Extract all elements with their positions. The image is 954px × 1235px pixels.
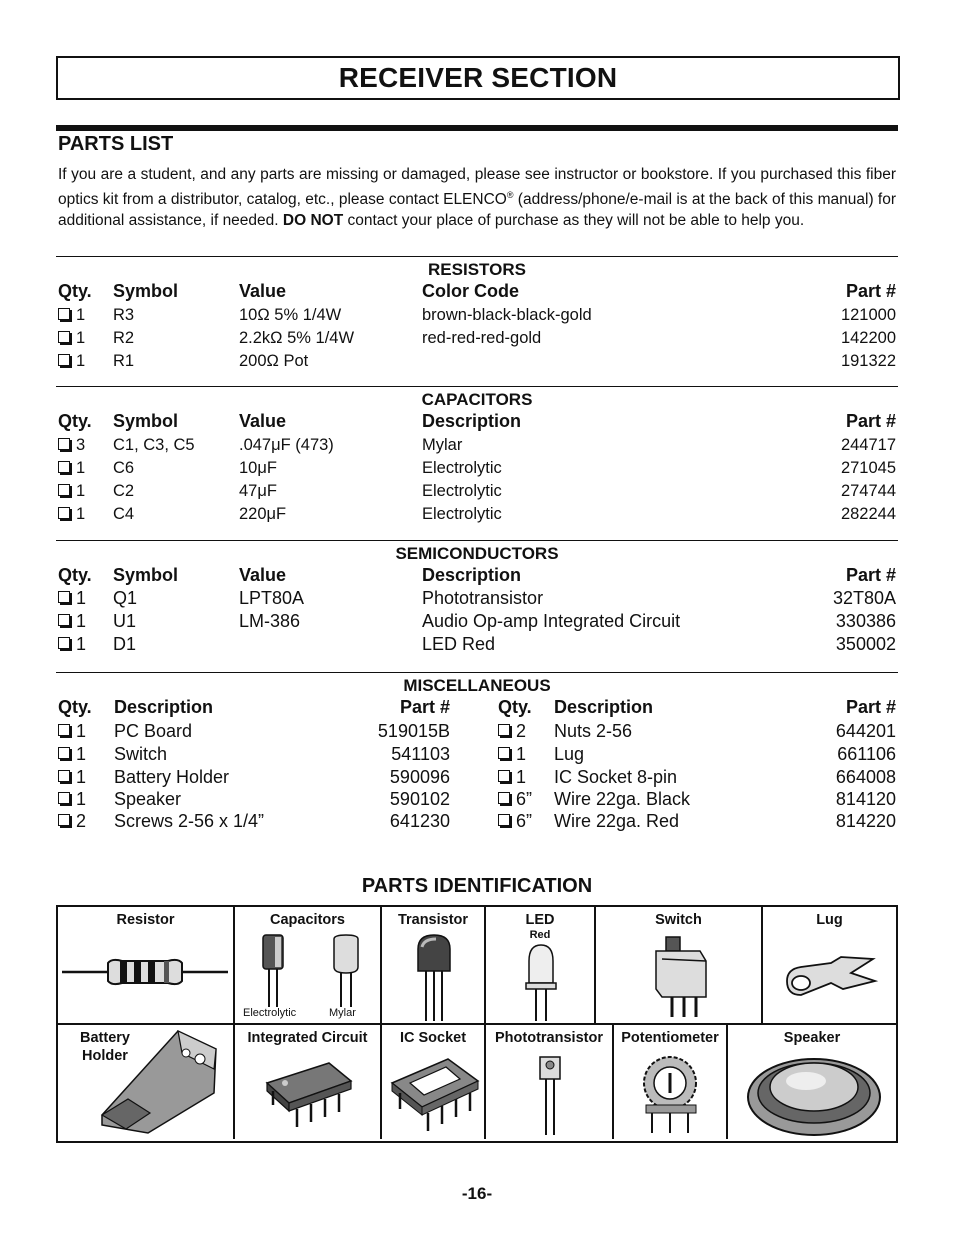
checkbox[interactable] bbox=[58, 484, 70, 496]
col-qty: Qty. bbox=[58, 281, 92, 301]
qty: 1 bbox=[76, 352, 86, 370]
intro-text-1: If you are a student, and any parts are missing or damaged, please see instructor or bookstore. If you purchased this fiber optics kit from a distributor, catalog, etc., please contact ELENCO bbox=[58, 166, 896, 209]
part-number: 350002 bbox=[835, 634, 896, 654]
description: LED Red bbox=[422, 634, 496, 654]
checkbox[interactable] bbox=[58, 814, 70, 826]
part-number: 271045 bbox=[840, 459, 896, 477]
intro-bold: DO NOT bbox=[282, 212, 344, 230]
parts-identification-heading: PARTS IDENTIFICATION bbox=[361, 875, 593, 897]
potentiometer-cell bbox=[614, 1025, 728, 1139]
page-number: -16- bbox=[461, 1184, 493, 1203]
checkbox[interactable] bbox=[58, 507, 70, 519]
col-color-code: Color Code bbox=[422, 281, 519, 301]
col-qty: Qty. bbox=[498, 697, 532, 717]
battery-holder-icon bbox=[98, 1029, 230, 1135]
col-description: Description bbox=[422, 411, 522, 431]
resistor-icon bbox=[62, 957, 228, 987]
intro-text-2: (address/phone/e-mail is at the back of this manual) for additional assistance, if needed. bbox=[58, 191, 897, 230]
checkbox[interactable] bbox=[58, 724, 70, 736]
description: Battery Holder bbox=[114, 767, 230, 787]
description: Nuts 2-56 bbox=[554, 721, 633, 741]
checkbox[interactable] bbox=[58, 331, 70, 343]
symbol: R1 bbox=[113, 352, 135, 370]
led-cell bbox=[486, 907, 596, 1025]
misc-title: MISCELLANEOUS bbox=[403, 676, 551, 695]
lug-cell bbox=[763, 907, 896, 1025]
col-part: Part # bbox=[845, 565, 896, 585]
checkbox[interactable] bbox=[498, 814, 510, 826]
value: 220μF bbox=[239, 505, 287, 523]
ic-socket-cell bbox=[382, 1025, 486, 1139]
qty: 1 bbox=[76, 611, 87, 631]
qty: 1 bbox=[76, 744, 87, 764]
qty-cell bbox=[58, 329, 85, 348]
lug-icon bbox=[781, 951, 881, 1007]
table-row bbox=[56, 459, 898, 481]
part-number: 644201 bbox=[835, 721, 896, 741]
capacitors-header-row bbox=[56, 411, 898, 433]
parts-list-intro bbox=[58, 164, 896, 231]
col-symbol: Symbol bbox=[113, 411, 179, 431]
integrated-circuit-label: Integrated Circuit bbox=[247, 1030, 368, 1046]
description: Electrolytic bbox=[422, 459, 502, 477]
qty: 1 bbox=[76, 459, 86, 477]
integrated-circuit-icon bbox=[263, 1059, 355, 1131]
part-number: 641230 bbox=[389, 811, 450, 831]
intro-text-3: contact your place of purchase as they will not be able to help you. bbox=[343, 212, 805, 230]
table-row bbox=[56, 505, 898, 527]
qty: 1 bbox=[76, 505, 86, 523]
part-number: 664008 bbox=[835, 767, 896, 787]
col-part: Part # bbox=[845, 697, 896, 717]
integrated-circuit-cell bbox=[235, 1025, 382, 1139]
table-row bbox=[56, 436, 898, 458]
symbol: D1 bbox=[113, 634, 137, 654]
part-number: 121000 bbox=[840, 306, 896, 324]
qty: 1 bbox=[76, 767, 87, 787]
part-number: 661106 bbox=[837, 744, 896, 764]
lug-label: Lug bbox=[816, 912, 843, 928]
electrolytic-label: Electrolytic bbox=[243, 1007, 297, 1019]
checkbox[interactable] bbox=[58, 792, 70, 804]
description: Mylar bbox=[422, 436, 463, 454]
col-symbol: Symbol bbox=[113, 281, 179, 301]
qty-cell bbox=[58, 482, 85, 501]
misc-section bbox=[56, 672, 898, 843]
description: Switch bbox=[114, 744, 168, 764]
part-number: 244717 bbox=[840, 436, 896, 454]
qty: 1 bbox=[516, 744, 527, 764]
qty-cell bbox=[58, 744, 86, 765]
checkbox[interactable] bbox=[498, 792, 510, 804]
symbol: R3 bbox=[113, 306, 135, 324]
table-row bbox=[56, 811, 898, 833]
resistors-section bbox=[56, 256, 898, 385]
resistor-label: Resistor bbox=[116, 912, 175, 928]
qty: 1 bbox=[76, 721, 87, 741]
table-row bbox=[56, 789, 898, 811]
qty-cell bbox=[58, 767, 86, 788]
value: 10μF bbox=[239, 459, 277, 477]
col-description: Description bbox=[554, 697, 654, 717]
ic-socket-icon bbox=[388, 1053, 482, 1135]
part-number: 814220 bbox=[835, 811, 896, 831]
semiconductors-section bbox=[56, 540, 898, 671]
transistor-label: Transistor bbox=[397, 912, 469, 928]
part-number: 330386 bbox=[835, 611, 896, 631]
col-symbol: Symbol bbox=[113, 565, 179, 585]
symbol: C2 bbox=[113, 482, 135, 500]
mylar-capacitor-icon bbox=[331, 933, 361, 1009]
qty-cell bbox=[498, 789, 532, 810]
description: Lug bbox=[554, 744, 585, 764]
ic-socket-label: IC Socket bbox=[399, 1030, 467, 1046]
col-part: Part # bbox=[399, 697, 450, 717]
checkbox[interactable] bbox=[58, 770, 70, 782]
qty: 1 bbox=[76, 588, 87, 608]
col-qty: Qty. bbox=[58, 411, 92, 431]
table-row bbox=[56, 588, 898, 610]
table-row bbox=[56, 744, 898, 766]
qty: 1 bbox=[76, 789, 87, 809]
qty-cell bbox=[498, 767, 526, 788]
switch-label: Switch bbox=[655, 912, 702, 928]
divider bbox=[56, 125, 898, 131]
qty: 1 bbox=[76, 634, 87, 654]
checkbox[interactable] bbox=[498, 724, 510, 736]
value: 200Ω Pot bbox=[239, 352, 309, 370]
qty: 1 bbox=[516, 767, 527, 787]
part-number: 191322 bbox=[840, 352, 896, 370]
qty: 3 bbox=[76, 436, 86, 454]
qty-cell bbox=[58, 634, 86, 655]
col-value: Value bbox=[239, 565, 287, 585]
qty-cell bbox=[498, 721, 526, 742]
checkbox[interactable] bbox=[58, 614, 70, 626]
resistors-title: RESISTORS bbox=[428, 260, 526, 279]
description: Electrolytic bbox=[422, 505, 502, 523]
part-number: 541103 bbox=[391, 744, 450, 764]
qty-cell bbox=[58, 352, 85, 371]
capacitors-cell bbox=[235, 907, 382, 1025]
misc-header-row bbox=[56, 697, 898, 719]
table-row bbox=[56, 611, 898, 633]
qty-cell bbox=[498, 811, 532, 832]
table-row bbox=[56, 634, 898, 656]
checkbox[interactable] bbox=[498, 747, 510, 759]
description: Wire 22ga. Black bbox=[554, 789, 691, 809]
capacitors-title: CAPACITORS bbox=[421, 390, 533, 409]
symbol: C6 bbox=[113, 459, 135, 477]
checkbox[interactable] bbox=[58, 308, 70, 320]
capacitors-label: Capacitors bbox=[270, 912, 345, 928]
table-row bbox=[56, 767, 898, 789]
checkbox[interactable] bbox=[58, 461, 70, 473]
part-number: 274744 bbox=[840, 482, 896, 500]
capacitors-section bbox=[56, 386, 898, 539]
symbol: C1, C3, C5 bbox=[113, 436, 195, 454]
value: .047μF (473) bbox=[239, 436, 334, 454]
symbol: Q1 bbox=[113, 588, 138, 608]
description: Audio Op-amp Integrated Circuit bbox=[422, 611, 681, 631]
battery-holder-label-line1: Battery bbox=[80, 1030, 130, 1046]
part-number: 519015B bbox=[377, 721, 450, 741]
table-row bbox=[56, 721, 898, 743]
part-number: 282244 bbox=[840, 505, 896, 523]
color-code: brown-black-black-gold bbox=[422, 306, 592, 324]
table-row bbox=[56, 306, 898, 328]
qty: 2 bbox=[76, 811, 87, 831]
checkbox[interactable] bbox=[498, 770, 510, 782]
part-number: 814120 bbox=[835, 789, 896, 809]
transistor-icon bbox=[414, 931, 454, 1023]
potentiometer-icon bbox=[640, 1051, 704, 1137]
table-row bbox=[56, 352, 898, 374]
led-label: LED bbox=[525, 912, 555, 928]
col-description: Description bbox=[422, 565, 522, 585]
part-number: 32T80A bbox=[832, 588, 896, 608]
semiconductors-header-row bbox=[56, 565, 898, 587]
transistor-cell bbox=[382, 907, 486, 1025]
symbol: R2 bbox=[113, 329, 135, 347]
symbol: U1 bbox=[113, 611, 137, 631]
col-qty: Qty. bbox=[58, 565, 92, 585]
table-row bbox=[56, 482, 898, 504]
description: Wire 22ga. Red bbox=[554, 811, 680, 831]
col-description: Description bbox=[114, 697, 214, 717]
col-part: Part # bbox=[845, 411, 896, 431]
description: Speaker bbox=[114, 789, 182, 809]
checkbox[interactable] bbox=[58, 438, 70, 450]
qty: 1 bbox=[76, 482, 86, 500]
resistors-header-row bbox=[56, 281, 898, 303]
speaker-icon bbox=[744, 1049, 884, 1137]
qty-cell bbox=[58, 306, 85, 325]
electrolytic-capacitor-icon bbox=[261, 933, 287, 1009]
value: 2.2kΩ 5% 1/4W bbox=[239, 329, 355, 347]
semiconductors-title: SEMICONDUCTORS bbox=[395, 544, 559, 563]
led-icon bbox=[524, 943, 558, 1023]
led-color-label: Red bbox=[529, 929, 551, 941]
resistor-cell bbox=[58, 907, 235, 1025]
description: Phototransistor bbox=[422, 588, 544, 608]
qty-cell bbox=[58, 811, 86, 832]
col-value: Value bbox=[239, 411, 287, 431]
col-part: Part # bbox=[845, 281, 896, 301]
switch-icon bbox=[648, 933, 712, 1021]
qty: 6” bbox=[516, 811, 533, 831]
qty-cell bbox=[58, 789, 86, 810]
qty-cell bbox=[58, 459, 85, 478]
qty: 6” bbox=[516, 789, 533, 809]
phototransistor-label: Phototransistor bbox=[495, 1030, 603, 1046]
battery-holder-cell bbox=[58, 1025, 235, 1139]
qty-cell bbox=[498, 744, 526, 765]
part-number: 590096 bbox=[389, 767, 450, 787]
qty-cell bbox=[58, 721, 86, 742]
mylar-label: Mylar bbox=[329, 1007, 356, 1019]
part-number: 590102 bbox=[389, 789, 450, 809]
symbol: C4 bbox=[113, 505, 135, 523]
registered-mark: ® bbox=[506, 190, 514, 200]
page-title: RECEIVER SECTION bbox=[56, 56, 900, 100]
speaker-cell bbox=[728, 1025, 896, 1139]
description: Electrolytic bbox=[422, 482, 502, 500]
color-code: red-red-red-gold bbox=[422, 329, 542, 347]
qty-cell bbox=[58, 505, 85, 524]
table-row bbox=[56, 329, 898, 351]
qty: 2 bbox=[516, 721, 527, 741]
qty-cell bbox=[58, 611, 86, 632]
checkbox[interactable] bbox=[58, 637, 70, 649]
checkbox[interactable] bbox=[58, 747, 70, 759]
checkbox[interactable] bbox=[58, 591, 70, 603]
potentiometer-label: Potentiometer bbox=[621, 1030, 719, 1046]
qty: 1 bbox=[76, 329, 86, 347]
checkbox[interactable] bbox=[58, 354, 70, 366]
description: PC Board bbox=[114, 721, 193, 741]
qty-cell bbox=[58, 588, 86, 609]
switch-cell bbox=[596, 907, 763, 1025]
phototransistor-icon bbox=[536, 1053, 564, 1137]
value: LPT80A bbox=[239, 588, 305, 608]
description: IC Socket 8-pin bbox=[554, 767, 678, 787]
col-value: Value bbox=[239, 281, 287, 301]
battery-holder-label-line2: Holder bbox=[82, 1048, 128, 1064]
qty-cell bbox=[58, 436, 85, 455]
value: LM-386 bbox=[239, 611, 301, 631]
value: 47μF bbox=[239, 482, 277, 500]
part-number: 142200 bbox=[840, 329, 896, 347]
parts-identification-grid bbox=[56, 905, 898, 1143]
value: 10Ω 5% 1/4W bbox=[239, 306, 342, 324]
col-qty: Qty. bbox=[58, 697, 92, 717]
parts-list-heading: PARTS LIST bbox=[58, 133, 174, 155]
speaker-label: Speaker bbox=[783, 1030, 841, 1046]
qty: 1 bbox=[76, 306, 86, 324]
description: Screws 2-56 x 1/4” bbox=[114, 811, 265, 831]
phototransistor-cell bbox=[486, 1025, 614, 1139]
